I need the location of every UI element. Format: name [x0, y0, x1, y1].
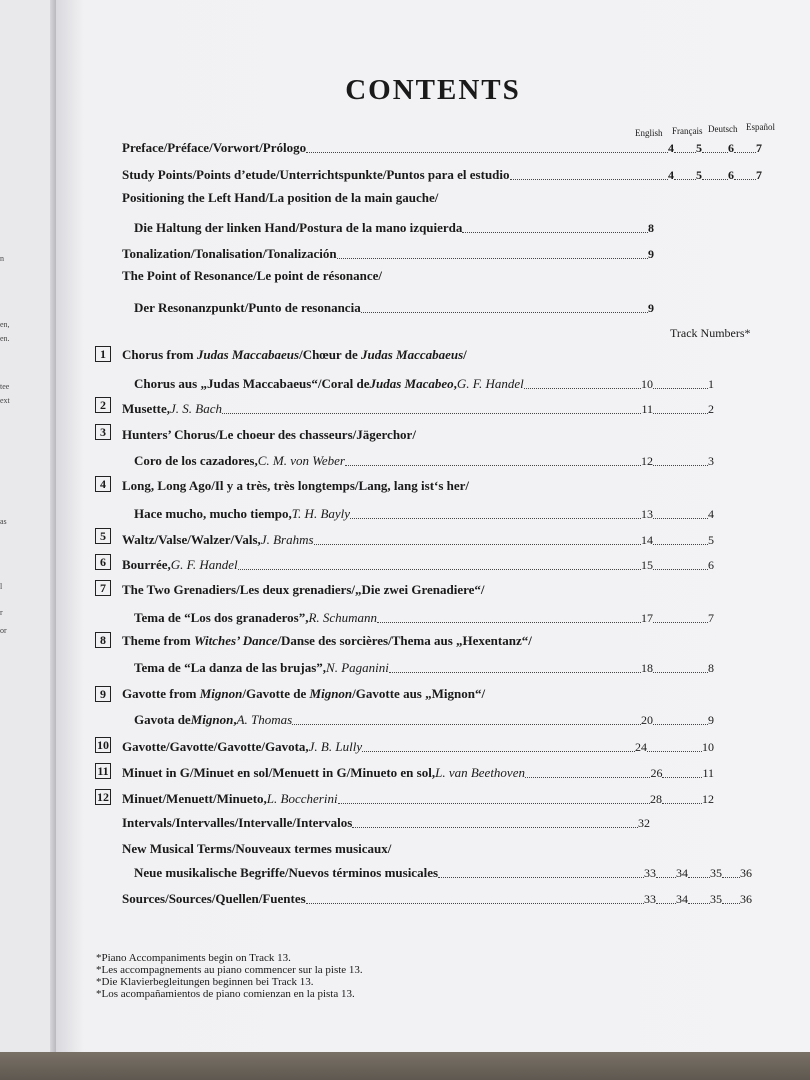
leader-dots: [653, 569, 708, 570]
leader-dots: [361, 312, 648, 313]
page-number: 10: [641, 377, 653, 391]
title-italic: Mignon: [309, 686, 353, 701]
page-number: 8: [648, 221, 654, 235]
composer: T. H. Bayly: [291, 506, 351, 521]
footnote: *Los acompañamientos de piano comienzan en la pista 13.: [96, 988, 355, 1000]
leader-dots: [653, 413, 708, 414]
track-box: 1: [95, 346, 111, 362]
title-italic: Judas Macabeo: [369, 376, 454, 391]
leader-dots: [292, 724, 641, 725]
lang-header-german: Deutsch: [708, 124, 738, 134]
left-page-fragment: ext: [0, 396, 10, 405]
leader-dots: [674, 152, 696, 153]
leader-dots: [238, 569, 641, 570]
track-box: 3: [95, 424, 111, 440]
leader-dots: [389, 672, 641, 673]
leader-dots: [306, 152, 668, 153]
leader-dots: [462, 232, 648, 233]
footnote: *Piano Accompaniments begin on Track 13.: [96, 952, 291, 964]
track-number: 8: [708, 661, 714, 675]
page-number: 17: [641, 611, 653, 625]
left-page-fragment: or: [0, 626, 7, 635]
track-number: 3: [708, 454, 714, 468]
page-number: 20: [641, 713, 653, 727]
left-page-fragment: as: [0, 517, 7, 526]
page-number: 33: [644, 892, 656, 906]
toc-entry-musical-terms: [134, 865, 752, 881]
title-text: /Gavotte de: [242, 686, 310, 701]
left-page-fragment: n: [0, 254, 4, 263]
composer: J. Brahms: [260, 532, 314, 547]
title-text: Minuet in G/Minuet en sol/Menuett in G/Minueto en sol,: [122, 765, 436, 780]
piece-title-line: [122, 347, 467, 363]
composer: N. Paganini: [326, 660, 389, 675]
left-page-fragment: r: [0, 608, 3, 617]
track-number: 1: [708, 377, 714, 391]
piece-entry: [122, 401, 714, 417]
page-number: 35: [710, 892, 722, 906]
toc-entry-tonalization: [122, 246, 654, 262]
leader-dots: [688, 903, 710, 904]
leader-dots: [734, 179, 756, 180]
title-text: /Gavotte aus „Mignon“/: [352, 686, 486, 701]
leader-dots: [662, 803, 702, 804]
page-number: 12: [641, 454, 653, 468]
track-number: 5: [708, 533, 714, 547]
page-number: 34: [676, 892, 688, 906]
page-number: 36: [740, 866, 752, 880]
leader-dots: [674, 179, 696, 180]
track-number: 12: [702, 792, 714, 806]
piece-entry: [134, 453, 714, 469]
footnote: *Les accompagnements au piano commencer sur la piste 13.: [96, 964, 363, 976]
piece-title-line: Long, Long Ago/Il y a très, très longtemps/Lang, lang ist‘s her/: [122, 478, 470, 493]
page-number: 14: [641, 533, 653, 547]
toc-entry-title: Die Haltung der linken Hand/Postura de la mano izquierda: [134, 220, 463, 235]
title-italic: Witches’ Dance: [193, 633, 278, 648]
track-number: 6: [708, 558, 714, 572]
track-box: 8: [95, 632, 111, 648]
title-text: Chorus from: [122, 347, 197, 362]
leader-dots: [702, 179, 728, 180]
title-italic: Judas Maccabaeus: [196, 347, 300, 362]
composer: L. Boccherini: [266, 791, 338, 806]
toc-entry-left-hand: [134, 220, 654, 236]
piece-title-line: [122, 686, 485, 702]
left-page-fragment: en,: [0, 320, 10, 329]
toc-entry-sources: [122, 891, 752, 907]
title-italic: Mignon: [199, 686, 243, 701]
toc-entry-resonance: [134, 300, 654, 316]
page-number: 6: [728, 141, 734, 155]
track-number: 11: [702, 766, 714, 780]
footnote: *Die Klavierbegleitungen beginnen bei Track 13.: [96, 976, 314, 988]
leader-dots: [377, 622, 641, 623]
left-page: [0, 0, 56, 1080]
leader-dots: [338, 803, 650, 804]
leader-dots: [722, 877, 740, 878]
page-number: 28: [650, 792, 662, 806]
leader-dots: [306, 903, 644, 904]
piece-entry: [134, 506, 714, 522]
leader-dots: [656, 877, 676, 878]
title-text: Waltz/Valse/Walzer/Vals,: [122, 532, 261, 547]
page-number: 7: [756, 141, 762, 155]
page-number: 18: [641, 661, 653, 675]
title-text: Gavotte/Gavotte/Gavotte/Gavota,: [122, 739, 309, 754]
page-number: 4: [668, 168, 674, 182]
lang-header-english: English: [635, 128, 663, 138]
page-number: 7: [756, 168, 762, 182]
page-number: 15: [641, 558, 653, 572]
track-number: 7: [708, 611, 714, 625]
title-text: Tema de “La danza de las brujas”,: [134, 660, 327, 675]
leader-dots: [653, 388, 708, 389]
title-italic: Judas Maccabaeus: [360, 347, 464, 362]
title-text: Gavotte from: [122, 686, 200, 701]
track-box: 2: [95, 397, 111, 413]
toc-entry-title: Neue musikalische Begriffe/Nuevos términos musicales: [134, 865, 439, 880]
piece-entry: [134, 610, 714, 626]
track-number: 4: [708, 507, 714, 521]
page-number: 34: [676, 866, 688, 880]
title-text: ,: [453, 376, 457, 391]
page-number: 11: [641, 402, 653, 416]
track-number: 2: [708, 402, 714, 416]
composer: L. van Beethoven: [435, 765, 525, 780]
leader-dots: [350, 518, 641, 519]
composer: G. F. Handel: [456, 376, 524, 391]
page-title: CONTENTS: [345, 74, 521, 106]
piece-entry: [122, 532, 714, 548]
leader-dots: [702, 152, 728, 153]
lang-header-french: Français: [672, 126, 703, 136]
title-text: /Danse des sorcières/Thema aus „Hexentanz“/: [277, 633, 532, 648]
toc-entry-title: Tonalization/Tonalisation/Tonalización: [122, 246, 337, 261]
leader-dots: [653, 724, 708, 725]
leader-dots: [314, 544, 641, 545]
leader-dots: [656, 903, 676, 904]
piece-entry: [134, 376, 714, 392]
title-text: /Chœur de: [299, 347, 361, 362]
piece-entry: [122, 791, 714, 807]
track-box: 6: [95, 554, 111, 570]
title-italic: Mignon: [190, 712, 234, 727]
leader-dots: [362, 751, 635, 752]
title-text: Tema de “Los dos granaderos”,: [134, 610, 309, 625]
track-number: 10: [702, 740, 714, 754]
title-text: Bourrée,: [122, 557, 171, 572]
page-number: 5: [696, 168, 702, 182]
title-text: Hace mucho, mucho tiempo,: [134, 506, 292, 521]
page-number: 32: [638, 816, 650, 830]
leader-dots: [525, 777, 650, 778]
toc-entry-title: The Point of Resonance/Le point de résonance/: [122, 268, 382, 283]
track-box: 7: [95, 580, 111, 596]
leader-dots: [510, 179, 668, 180]
leader-dots: [524, 388, 641, 389]
title-text: Coro de los cazadores,: [134, 453, 258, 468]
piece-title-line: Hunters’ Chorus/Le choeur des chasseurs/Jägerchor/: [122, 427, 416, 442]
page-number: 6: [728, 168, 734, 182]
piece-title-line: The Two Grenadiers/Les deux grenadiers/„Die zwei Grenadiere“/: [122, 582, 485, 597]
title-text: Musette,: [122, 401, 171, 416]
toc-entry-preface: [122, 140, 762, 156]
track-box: 12: [97, 789, 109, 804]
page-number: 9: [648, 301, 654, 315]
piece-entry: [122, 557, 714, 573]
page-number: 4: [668, 141, 674, 155]
table-surface: [0, 1052, 810, 1080]
title-text: Chorus aus „Judas Maccabaeus“/Coral de: [134, 376, 370, 391]
left-page-fragment: l: [0, 582, 3, 591]
page-number: 24: [635, 740, 647, 754]
toc-entry-intervals: [122, 815, 650, 831]
piece-entry: [134, 712, 714, 728]
page-number: 36: [740, 892, 752, 906]
leader-dots: [734, 152, 756, 153]
leader-dots: [653, 544, 708, 545]
piece-entry: [134, 660, 714, 676]
leader-dots: [337, 258, 648, 259]
page-number: 5: [696, 141, 702, 155]
composer: C. M. von Weber: [257, 453, 345, 468]
composer: R. Schumann: [308, 610, 378, 625]
toc-entry-title: Der Resonanzpunkt/Punto de resonancia: [134, 300, 361, 315]
track-box: 5: [95, 528, 111, 544]
toc-entry-title: Positioning the Left Hand/La position de la main gauche/: [122, 190, 439, 205]
page-number: 26: [650, 766, 663, 780]
leader-dots: [438, 877, 644, 878]
title-text: ,: [233, 712, 237, 727]
leader-dots: [647, 751, 702, 752]
page-number: 13: [641, 507, 653, 521]
leader-dots: [352, 827, 638, 828]
toc-entry-title: New Musical Terms/Nouveaux termes musicaux/: [122, 841, 392, 856]
title-text: /: [463, 347, 467, 362]
page-number: 9: [648, 247, 654, 261]
toc-entry-title: Intervals/Intervalles/Intervalle/Intervalos: [122, 815, 353, 830]
piece-title-line: [122, 633, 532, 649]
piece-entry: [122, 765, 714, 781]
leader-dots: [222, 413, 641, 414]
title-text: Gavota de: [134, 712, 191, 727]
title-text: Minuet/Menuett/Minueto,: [122, 791, 267, 806]
composer: J. S. Bach: [170, 401, 222, 416]
track-box: 4: [95, 476, 111, 492]
toc-entry-title: Preface/Préface/Vorwort/Prólogo: [122, 140, 307, 155]
leader-dots: [653, 465, 708, 466]
composer: G. F. Handel: [170, 557, 238, 572]
page-number: 35: [710, 866, 722, 880]
leader-dots: [653, 518, 708, 519]
left-page-fragment: en.: [0, 334, 10, 343]
track-numbers-header: Track Numbers*: [670, 326, 751, 340]
lang-header-spanish: Español: [746, 122, 775, 132]
leader-dots: [662, 777, 702, 778]
composer: A. Thomas: [236, 712, 293, 727]
track-box: 9: [95, 686, 111, 702]
piece-entry: [122, 739, 714, 755]
leader-dots: [345, 465, 641, 466]
leader-dots: [653, 622, 708, 623]
track-number: 9: [708, 713, 714, 727]
leader-dots: [688, 877, 710, 878]
toc-entry-title: Sources/Sources/Quellen/Fuentes: [122, 891, 306, 906]
left-page-fragment: tee: [0, 382, 10, 391]
page-number: 33: [644, 866, 656, 880]
leader-dots: [722, 903, 740, 904]
title-text: Theme from: [122, 633, 194, 648]
track-box: 11: [95, 763, 111, 779]
composer: J. B. Lully: [308, 739, 363, 754]
toc-entry-title: Study Points/Points d’etude/Unterrichtspunkte/Puntos para el estudio: [122, 167, 510, 182]
toc-entry-study-points: [122, 167, 762, 183]
leader-dots: [653, 672, 708, 673]
track-box: 10: [97, 737, 109, 752]
